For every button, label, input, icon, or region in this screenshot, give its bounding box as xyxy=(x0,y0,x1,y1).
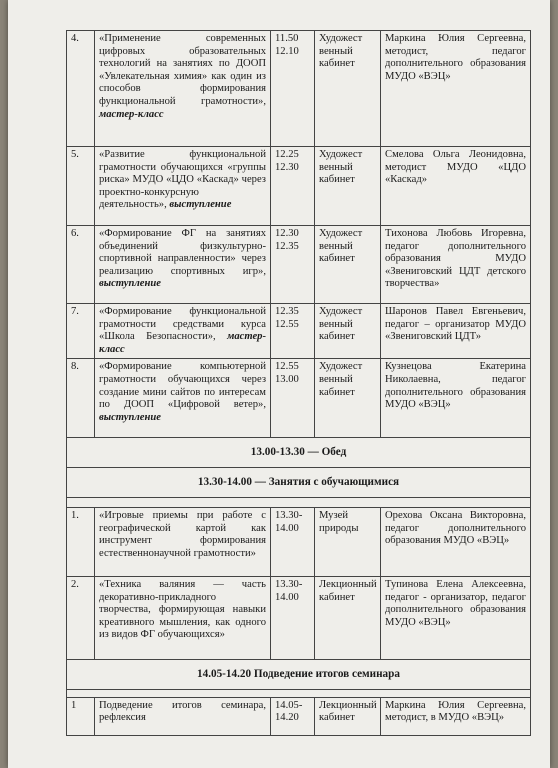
time-start: 11.50 xyxy=(275,33,299,44)
section-row xyxy=(67,438,531,468)
topic-cell xyxy=(95,304,271,359)
topic-cell: «Техника валяния — часть декоративно-прикладного творчества, формирующая навыки креативного мышления, как одного из видов ФГ обучающихся» xyxy=(95,576,271,659)
spacer-cell xyxy=(67,689,531,697)
time-start: 12.35 xyxy=(275,306,299,317)
spacer-row xyxy=(67,689,531,697)
topic-text: «Формирование функциональной грамотности средствами курса «Школа Безопасности», xyxy=(99,306,266,343)
table-row xyxy=(67,147,531,226)
time-cell xyxy=(271,359,315,438)
time-start: 14.05- xyxy=(275,699,303,711)
topic-text: «Формирование ФГ на занятиях объединений физкультурно-спортивной направленности» через реализацию спортивных игр», xyxy=(99,228,266,277)
time-end: 12.55 xyxy=(275,318,299,330)
speaker-cell: Маркина Юлия Сергеевна, методист, в МУДО «ВЭЦ» xyxy=(381,697,531,735)
room-cell: Художест венный кабинет xyxy=(315,31,381,147)
table-row xyxy=(67,226,531,304)
time-cell xyxy=(271,507,315,576)
lunch-heading: 13.00-13.30 — Обед xyxy=(67,438,531,468)
topic-cell: «Игровые приемы при работе с географической картой как инструмент формирования естественнонаучной грамотности» xyxy=(95,507,271,576)
summary-heading: 14.05-14.20 Подведение итогов семинара xyxy=(67,659,531,689)
room-cell: Художест венный кабинет xyxy=(315,226,381,304)
row-number: 6. xyxy=(67,226,95,304)
time-end: 14.20 xyxy=(275,712,299,724)
room-cell: Лекционный кабинет xyxy=(315,697,381,735)
session-heading: 13.30-14.00 — Занятия с обучающимися xyxy=(67,467,531,497)
row-number: 7. xyxy=(67,304,95,359)
time-start: 13.30- xyxy=(275,509,303,521)
row-number: 2. xyxy=(67,576,95,659)
table-row xyxy=(67,507,531,576)
topic-text: «Применение современных цифровых образовательных технологий на занятиях по ДООП «Увлекательная химия» как один из способов формирования функциональной грамотности», xyxy=(99,33,266,107)
topic-format: выступление xyxy=(99,411,161,423)
topic-text: «Развитие функциональной грамотности обучающихся «группы риска» МУДО «ЦДО «Каскад» через проектно-конкурсную деятельность», xyxy=(99,149,266,211)
topic-format: мастер-класс xyxy=(99,331,266,355)
section-row xyxy=(67,659,531,689)
seminar-program-table xyxy=(66,30,531,736)
time-start: 13.30- xyxy=(275,578,303,590)
row-number: 1. xyxy=(67,507,95,576)
table-row xyxy=(67,576,531,659)
row-number: 5. xyxy=(67,147,95,226)
speaker-cell: Тихонова Любовь Игоревна, педагог дополнительного образования МУДО «Звениговский ЦДТ детского творчества» xyxy=(381,226,531,304)
table-row xyxy=(67,359,531,438)
table-row xyxy=(67,697,531,735)
row-number: 1 xyxy=(67,697,95,735)
time-start: 12.55 xyxy=(275,361,299,373)
topic-format: мастер-класс xyxy=(99,108,164,120)
topic-cell xyxy=(95,226,271,304)
time-end: 14.00 xyxy=(275,591,299,603)
room-cell: Художест венный кабинет xyxy=(315,304,381,359)
row-number: 8. xyxy=(67,359,95,438)
speaker-cell: Шаронов Павел Евгеньевич, педагог – организатор МУДО «Звениговский ЦДТ» xyxy=(381,304,531,359)
topic-cell xyxy=(95,147,271,226)
topic-format: выступление xyxy=(169,199,232,211)
document-page xyxy=(8,0,550,768)
time-cell xyxy=(271,697,315,735)
time-end: 13.00 xyxy=(275,373,299,385)
topic-cell xyxy=(95,359,271,438)
topic-text: «Формирование компьютерной грамотности обучающихся через создание мини сайтов по интересам по ДООП «Цифровой ветер», xyxy=(99,361,266,411)
speaker-cell: Орехова Оксана Викторовна, педагог дополнительного образования МУДО «ВЭЦ» xyxy=(381,507,531,576)
time-end: 12.10 xyxy=(275,45,299,57)
speaker-cell: Кузнецова Екатерина Николаевна, педагог дополнительного образования МУДО «ВЭЦ» xyxy=(381,359,531,438)
time-cell xyxy=(271,226,315,304)
time-start: 12.25 xyxy=(275,149,299,160)
speaker-cell: Смелова Ольга Леонидовна, методист МУДО «ЦДО «Каскад» xyxy=(381,147,531,226)
row-number: 4. xyxy=(67,31,95,147)
time-end: 12.35 xyxy=(275,240,299,252)
room-cell: Лекционный кабинет xyxy=(315,576,381,659)
speaker-cell: Маркина Юлия Сергеевна, методист, педагог дополнительного образования МУДО «ВЭЦ» xyxy=(381,31,531,147)
time-cell xyxy=(271,147,315,226)
topic-cell xyxy=(95,31,271,147)
room-cell: Художест венный кабинет xyxy=(315,147,381,226)
time-cell xyxy=(271,304,315,359)
time-start: 12.30 xyxy=(275,228,299,239)
topic-cell: Подведение итогов семинара, рефлексия xyxy=(95,697,271,735)
topic-format: выступление xyxy=(99,278,161,290)
spacer-cell xyxy=(67,497,531,507)
room-cell: Художест венный кабинет xyxy=(315,359,381,438)
time-end: 12.30 xyxy=(275,161,299,173)
spacer-row xyxy=(67,497,531,507)
speaker-cell: Тупинова Елена Алексеевна, педагог - организатор, педагог дополнительного образования МУДО «ВЭЦ» xyxy=(381,576,531,659)
section-row xyxy=(67,467,531,497)
table-row xyxy=(67,31,531,147)
room-cell: Музей природы xyxy=(315,507,381,576)
table-row xyxy=(67,304,531,359)
time-end: 14.00 xyxy=(275,522,299,534)
time-cell xyxy=(271,31,315,147)
time-cell xyxy=(271,576,315,659)
